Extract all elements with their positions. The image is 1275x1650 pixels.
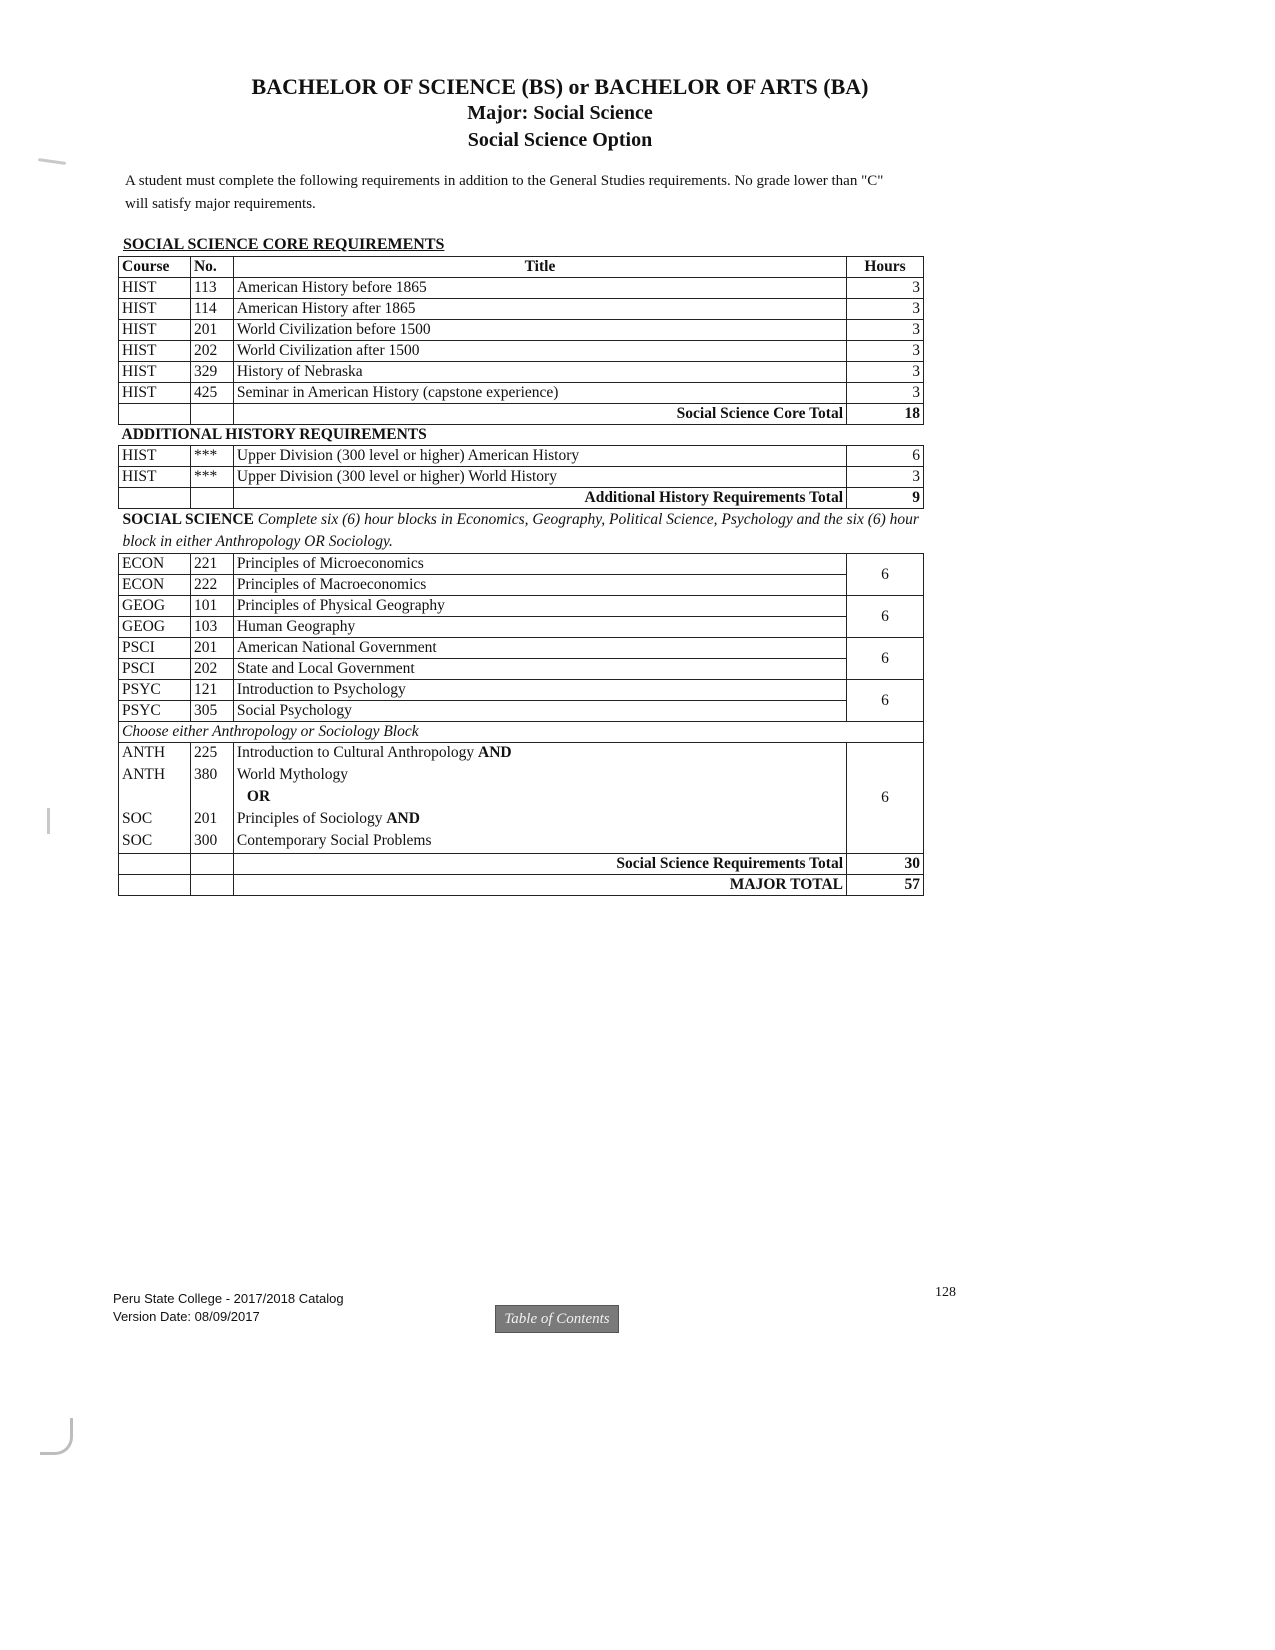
option-title: Social Science Option (467, 129, 653, 151)
course-cell: HIST (119, 362, 191, 383)
title-cell: State and Local Government (233, 659, 846, 680)
block-hours-cell: 6 (847, 680, 924, 722)
additional-total-row (119, 488, 924, 509)
number-cell: 425 (190, 383, 233, 404)
page-number: 128 (935, 1285, 956, 1300)
additional-section-row (119, 425, 924, 446)
title-cell: Introduction to Psychology (233, 680, 846, 701)
title-cell: Introduction to Cultural Anthropology AND World Mythology OR Principles of Sociology AND Contemporary Social Problems (233, 743, 846, 854)
page-footer (113, 1290, 344, 1326)
social-total-label: Social Science Requirements Total (233, 854, 846, 875)
block-hours-cell: 6 (847, 554, 924, 596)
title-cell: American National Government (233, 638, 846, 659)
table-row (119, 680, 924, 701)
course-cell: HIST (119, 446, 191, 467)
table-row (119, 659, 924, 680)
table-row (119, 701, 924, 722)
table-row (119, 341, 924, 362)
table-row (119, 299, 924, 320)
hours-cell: 3 (847, 299, 924, 320)
title-header: Title (233, 257, 846, 278)
course-cell: PSYC (119, 701, 191, 722)
course-cell: HIST (119, 299, 191, 320)
number-cell: 114 (190, 299, 233, 320)
social-total-value: 30 (847, 854, 924, 875)
course-cell: HIST (119, 341, 191, 362)
title-cell: Seminar in American History (capstone experience) (233, 383, 846, 404)
social-section-title: SOCIAL SCIENCE (122, 511, 254, 528)
table-row (119, 446, 924, 467)
choose-block-label: Choose either Anthropology or Sociology Block (119, 722, 924, 743)
title-cell: Human Geography (233, 617, 846, 638)
course-cell: ECON (119, 554, 191, 575)
title-cell: Principles of Macroeconomics (233, 575, 846, 596)
course-cell: HIST (119, 467, 191, 488)
intro-paragraph: A student must complete the following requirements in addition to the General Studies requirements. No grade lower than "C" will satisfy major requirements. (125, 173, 884, 212)
hours-cell: 3 (847, 383, 924, 404)
title-cell: Principles of Microeconomics (233, 554, 846, 575)
or-label: OR (246, 788, 271, 805)
title-cell: World Civilization after 1500 (233, 341, 846, 362)
version-date: Version Date: 08/09/2017 (113, 1309, 260, 1324)
course-header: Course (119, 257, 191, 278)
number-cell: 221 (190, 554, 233, 575)
social-section-row (119, 509, 924, 554)
additional-section-title: ADDITIONAL HISTORY REQUIREMENTS (119, 425, 924, 446)
table-row (119, 554, 924, 575)
core-total-label: Social Science Core Total (233, 404, 846, 425)
table-of-contents-button[interactable]: Table of Contents (495, 1305, 619, 1333)
block-hours-cell: 6 (847, 596, 924, 638)
social-total-row (119, 854, 924, 875)
number-cell: 103 (190, 617, 233, 638)
degree-title: BACHELOR OF SCIENCE (BS) or BACHELOR OF ARTS (BA) (251, 74, 869, 99)
hours-cell: 3 (847, 467, 924, 488)
table-row (119, 575, 924, 596)
number-cell: 202 (190, 341, 233, 362)
social-section-note: Complete six (6) hour blocks in Economics, Geography, Political Science, Psychology and the six (6) hour block in either Anthropology OR Sociology. (122, 511, 919, 550)
table-row (119, 596, 924, 617)
number-cell: 305 (190, 701, 233, 722)
scan-artifact (47, 808, 50, 834)
hours-cell: 3 (847, 320, 924, 341)
table-header-row (119, 257, 924, 278)
table-row (119, 362, 924, 383)
title-cell: Social Psychology (233, 701, 846, 722)
number-cell: 329 (190, 362, 233, 383)
anthropology-sociology-block (119, 743, 924, 854)
course-cell: PSYC (119, 680, 191, 701)
course-cell: PSCI (119, 659, 191, 680)
catalog-name: Peru State College - 2017/2018 Catalog (113, 1291, 344, 1306)
requirements-table (118, 256, 924, 896)
title-cell: Principles of Physical Geography (233, 596, 846, 617)
additional-total-value: 9 (847, 488, 924, 509)
number-cell: 101 (190, 596, 233, 617)
major-total-label: MAJOR TOTAL (233, 875, 846, 896)
number-cell: 113 (190, 278, 233, 299)
number-cell: 202 (190, 659, 233, 680)
course-cell: ECON (119, 575, 191, 596)
choose-block-row (119, 722, 924, 743)
core-total-value: 18 (847, 404, 924, 425)
table-row (119, 617, 924, 638)
table-row (119, 383, 924, 404)
course-cell: ANTH ANTH SOC SOC (119, 743, 191, 854)
course-cell: HIST (119, 278, 191, 299)
hours-header: Hours (847, 257, 924, 278)
table-row (119, 278, 924, 299)
course-cell: HIST (119, 320, 191, 341)
number-cell: 201 (190, 638, 233, 659)
number-cell: 201 (190, 320, 233, 341)
hours-cell: 3 (847, 341, 924, 362)
no-header: No. (190, 257, 233, 278)
course-cell: PSCI (119, 638, 191, 659)
scan-artifact (38, 158, 66, 165)
hours-cell: 6 (847, 446, 924, 467)
additional-total-label: Additional History Requirements Total (233, 488, 846, 509)
number-cell: *** (190, 446, 233, 467)
major-title: Major: Social Science (467, 102, 653, 124)
title-cell: American History before 1865 (233, 278, 846, 299)
course-cell: GEOG (119, 596, 191, 617)
core-section-title: SOCIAL SCIENCE CORE REQUIREMENTS (123, 236, 445, 253)
table-row (119, 467, 924, 488)
title-cell: Upper Division (300 level or higher) American History (233, 446, 846, 467)
hours-cell: 3 (847, 278, 924, 299)
hours-cell: 3 (847, 362, 924, 383)
title-cell: History of Nebraska (233, 362, 846, 383)
number-cell: 222 (190, 575, 233, 596)
scan-artifact (40, 1418, 73, 1455)
major-total-value: 57 (847, 875, 924, 896)
title-cell: World Civilization before 1500 (233, 320, 846, 341)
title-cell: Upper Division (300 level or higher) World History (233, 467, 846, 488)
table-row (119, 320, 924, 341)
core-total-row (119, 404, 924, 425)
block-hours-cell: 6 (847, 638, 924, 680)
number-cell: 225 380 201 300 (190, 743, 233, 854)
course-cell: GEOG (119, 617, 191, 638)
title-cell: American History after 1865 (233, 299, 846, 320)
major-total-row (119, 875, 924, 896)
number-cell: *** (190, 467, 233, 488)
block-hours-cell: 6 (847, 743, 924, 854)
number-cell: 121 (190, 680, 233, 701)
table-row (119, 638, 924, 659)
course-cell: HIST (119, 383, 191, 404)
